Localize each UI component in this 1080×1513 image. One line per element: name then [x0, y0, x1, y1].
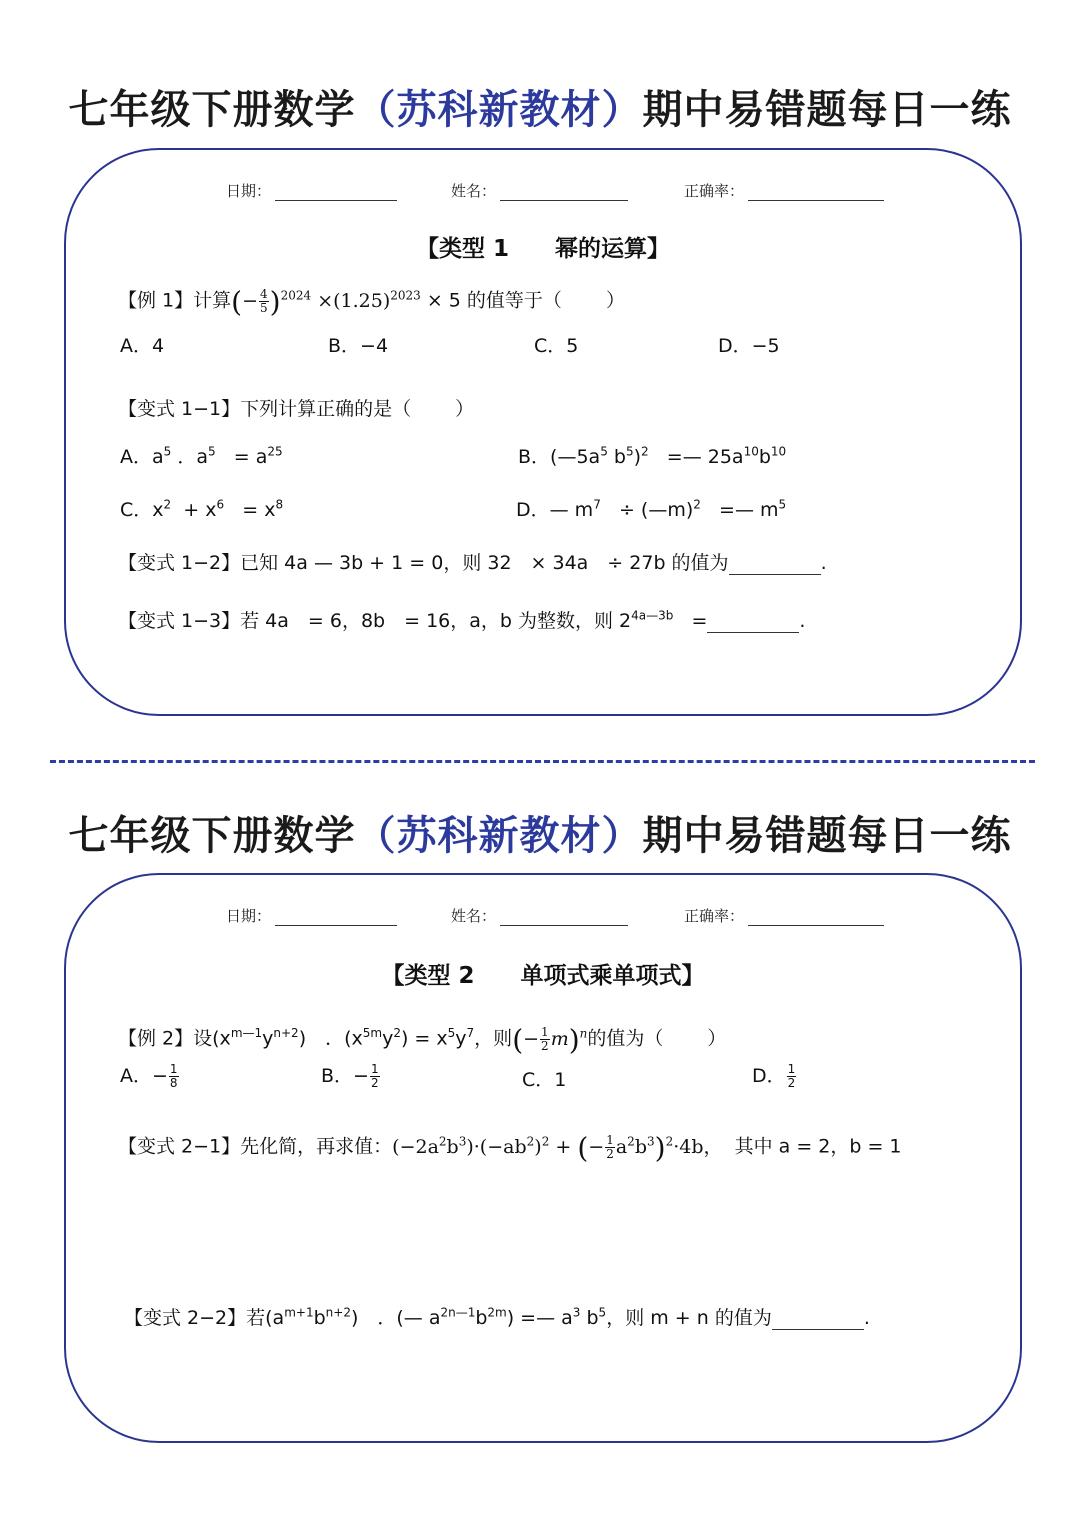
- worksheet-title-2: [0, 804, 1080, 861]
- variant-1-1-option-b[interactable]: B．($—5a^5$ $b^5)^2$ =— $25a^{10}b^{10}$: [518, 444, 787, 468]
- name-blank[interactable]: [500, 184, 628, 201]
- accuracy-field: 正确率：: [684, 905, 884, 926]
- answer-blank[interactable]: [707, 616, 799, 633]
- date-blank[interactable]: [275, 184, 397, 201]
- date-blank[interactable]: [275, 909, 397, 926]
- variant-1-3: 【变式 1−3】若 4a = 6，8b = 16，a，b 为整数，则 $2^{4a—3b}$ = .: [118, 608, 806, 632]
- example-1-option-c[interactable]: C．5: [534, 335, 579, 357]
- example-1-option-d[interactable]: D．−5: [718, 335, 780, 357]
- example-2-option-b[interactable]: B．− $\frac{1}{2}$: [321, 1062, 379, 1090]
- name-label: 姓名：: [451, 182, 497, 200]
- accuracy-blank[interactable]: [748, 909, 884, 926]
- date-field: [226, 180, 397, 201]
- title-part2: 期中易错题每日一练: [642, 813, 1012, 859]
- dashed-divider: [50, 760, 1035, 763]
- worksheet-title-1: [0, 78, 1080, 135]
- date-field: 日期：: [226, 905, 397, 926]
- name-field: [451, 180, 628, 201]
- example-2-option-c[interactable]: C．1: [522, 1069, 567, 1091]
- example-1-label: 【例 1】: [118, 289, 194, 312]
- example-2: 【例 2】设$(x^{m—1}y^{n+2})$ ．$(x^{5m}y^2) = x^5y^7$，则(− $\frac{1}{2}$ m)$^n$的值为（ ）: [118, 1023, 727, 1056]
- example-1-option-a[interactable]: A．4: [120, 335, 165, 357]
- example-2-option-d[interactable]: D． $\frac{1}{2}$: [752, 1062, 796, 1090]
- section-heading-2: 【类型 2 单项式乘单项式】: [381, 963, 705, 989]
- title-part1: 七年级下册数学: [68, 87, 356, 133]
- variant-1-1: 【变式 1−1】下列计算正确的是（ ）: [118, 398, 475, 420]
- example-1-option-b[interactable]: B．−4: [328, 335, 389, 357]
- title-part1: 七年级下册数学: [68, 813, 356, 859]
- title-part2: 期中易错题每日一练: [642, 87, 1012, 133]
- title-highlight: （苏科新教材）: [355, 813, 643, 859]
- accuracy-blank[interactable]: [748, 184, 884, 201]
- card-section-2: [64, 873, 1022, 1443]
- name-blank[interactable]: [500, 909, 628, 926]
- example-2-option-a[interactable]: A．− $\frac{1}{8}$: [120, 1062, 178, 1090]
- title-highlight: （苏科新教材）: [355, 87, 643, 133]
- variant-1-2: 【变式 1−2】已知 4a — 3b + 1 = 0，则 32 × 34a ÷ 27b 的值为 .: [118, 552, 827, 574]
- variant-2-2: 【变式 2−2】若$(a^{m+1}b^{n+2})$ ．(— $a^{2n—1}b^{2m}$) =— $a^3$ $b^5$，则 m + n 的值为 .: [124, 1305, 870, 1329]
- variant-2-1: 【变式 2−1】先化简，再求值：$(-2a^2b^3)\cdot(-ab^2)^2$ + (− $\frac{1}{2}$ $a^2b^3)^2\cdot 4b$， 其中 a = 2，b = 1: [118, 1131, 902, 1164]
- example-1: 【例 1】计算(− $\frac{4}{5}$ )$^{2024} \times(1.25)^{2023} \times 5$ 的值等于（ ）: [118, 285, 625, 318]
- answer-blank[interactable]: [772, 1313, 864, 1330]
- accuracy-label: 正确率：: [684, 182, 745, 200]
- variant-1-1-option-a[interactable]: A．$a^5$ ．$a^5$ = $a^{25}$: [120, 444, 283, 468]
- name-field: 姓名：: [451, 905, 628, 926]
- fraction: $\frac{4}{5}$: [260, 287, 268, 315]
- variant-1-1-option-d[interactable]: D．— $m^7$ ÷ (—m)$^2$ =— $m^5$: [516, 497, 787, 521]
- answer-blank[interactable]: [729, 558, 821, 575]
- accuracy-field: [684, 180, 884, 201]
- fraction: $\frac{1}{2}$: [541, 1025, 549, 1053]
- variant-1-1-option-c[interactable]: C．$x^2 + x^6$ = $x^8$: [120, 497, 284, 521]
- section-heading-1: 【类型 1 幂的运算】: [415, 236, 670, 262]
- date-label: 日期：: [226, 182, 272, 200]
- card-section-1: [64, 148, 1022, 716]
